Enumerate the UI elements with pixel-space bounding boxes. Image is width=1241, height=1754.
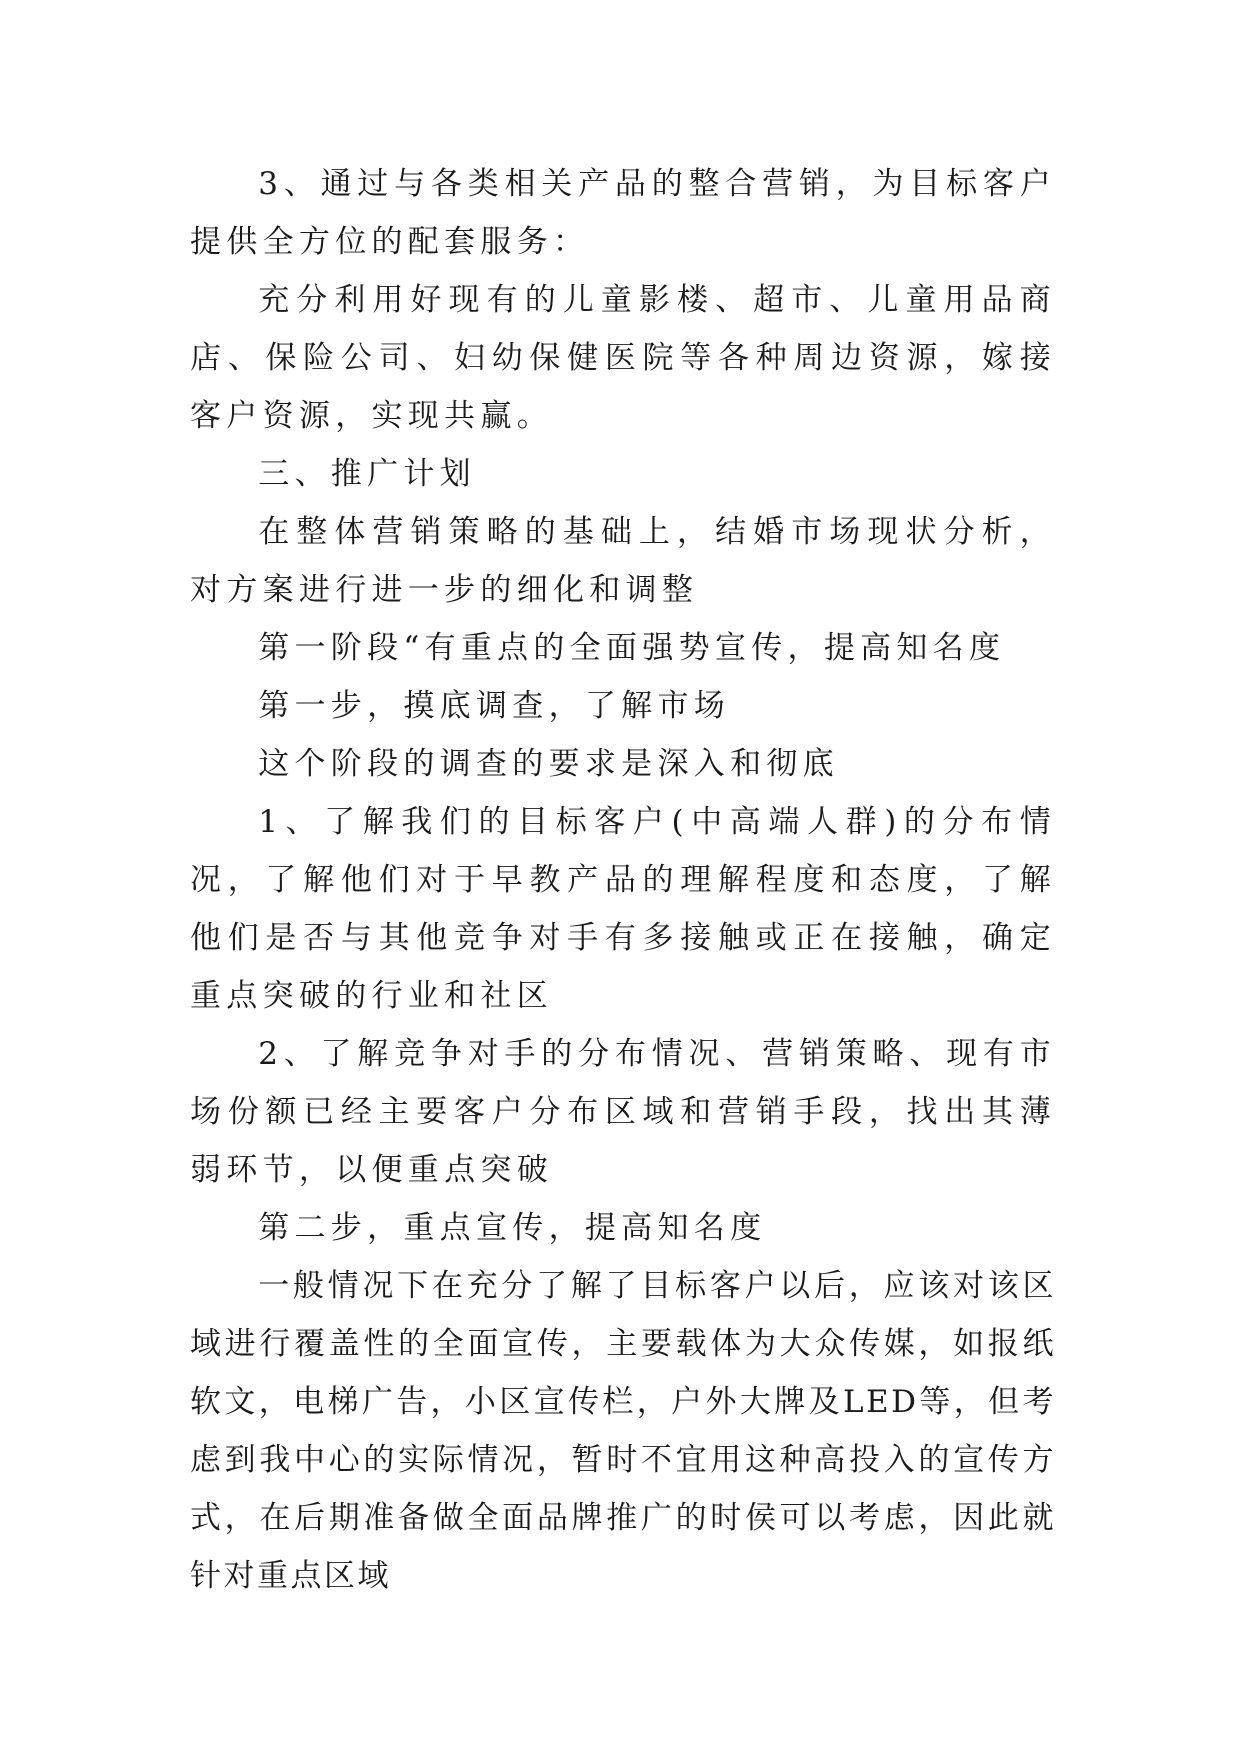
heading-phase-one: 第一阶段“有重点的全面强势宣传，提高知名度: [258, 630, 1006, 666]
paragraph-promotion-media: 一般情况下在充分了解了目标客户以后，应该对该区域进行覆盖性的全面宣传，主要载体为大众传媒，如报纸软文，电梯广告，小区宣传栏，户外大牌及LED等，但考虑到我中心的实际情况，暂时不宜用这种高投入的宣传方式，在后期准备做全面品牌推广的时侯可以考虑，因此就针对重点区域: [190, 1268, 1056, 1594]
paragraph-integrated-marketing: 3、通过与各类相关产品的整合营销，为目标客户提供全方位的配套服务：: [190, 166, 1056, 260]
heading-promotion-plan: 三、推广计划: [258, 456, 476, 492]
paragraph-target-customers: 1、了解我们的目标客户(中高端人群)的分布情况，了解他们对于早教产品的理解程度和态度，了解他们是否与其他竞争对手有多接触或正在接触，确定重点突破的行业和社区: [190, 804, 1056, 1014]
paragraph-resources: 充分利用好现有的儿童影楼、超市、儿童用品商店、保险公司、妇幼保健医院等各种周边资源，嫁接客户资源，实现共赢。: [190, 282, 1056, 434]
heading-step-one: 第一步，摸底调查，了解市场: [258, 688, 731, 724]
heading-step-two: 第二步，重点宣传，提高知名度: [258, 1210, 767, 1246]
paragraph-strategy: 在整体营销策略的基础上，结婚市场现状分析，对方案进行进一步的细化和调整: [190, 514, 1056, 608]
document-body: [190, 155, 1056, 1605]
paragraph-competitors: 2、了解竞争对手的分布情况、营销策略、现有市场份额已经主要客户分布区域和营销手段，找出其薄弱环节，以便重点突破: [190, 1036, 1056, 1188]
paragraph-survey-requirement: 这个阶段的调查的要求是深入和彻底: [258, 746, 839, 782]
